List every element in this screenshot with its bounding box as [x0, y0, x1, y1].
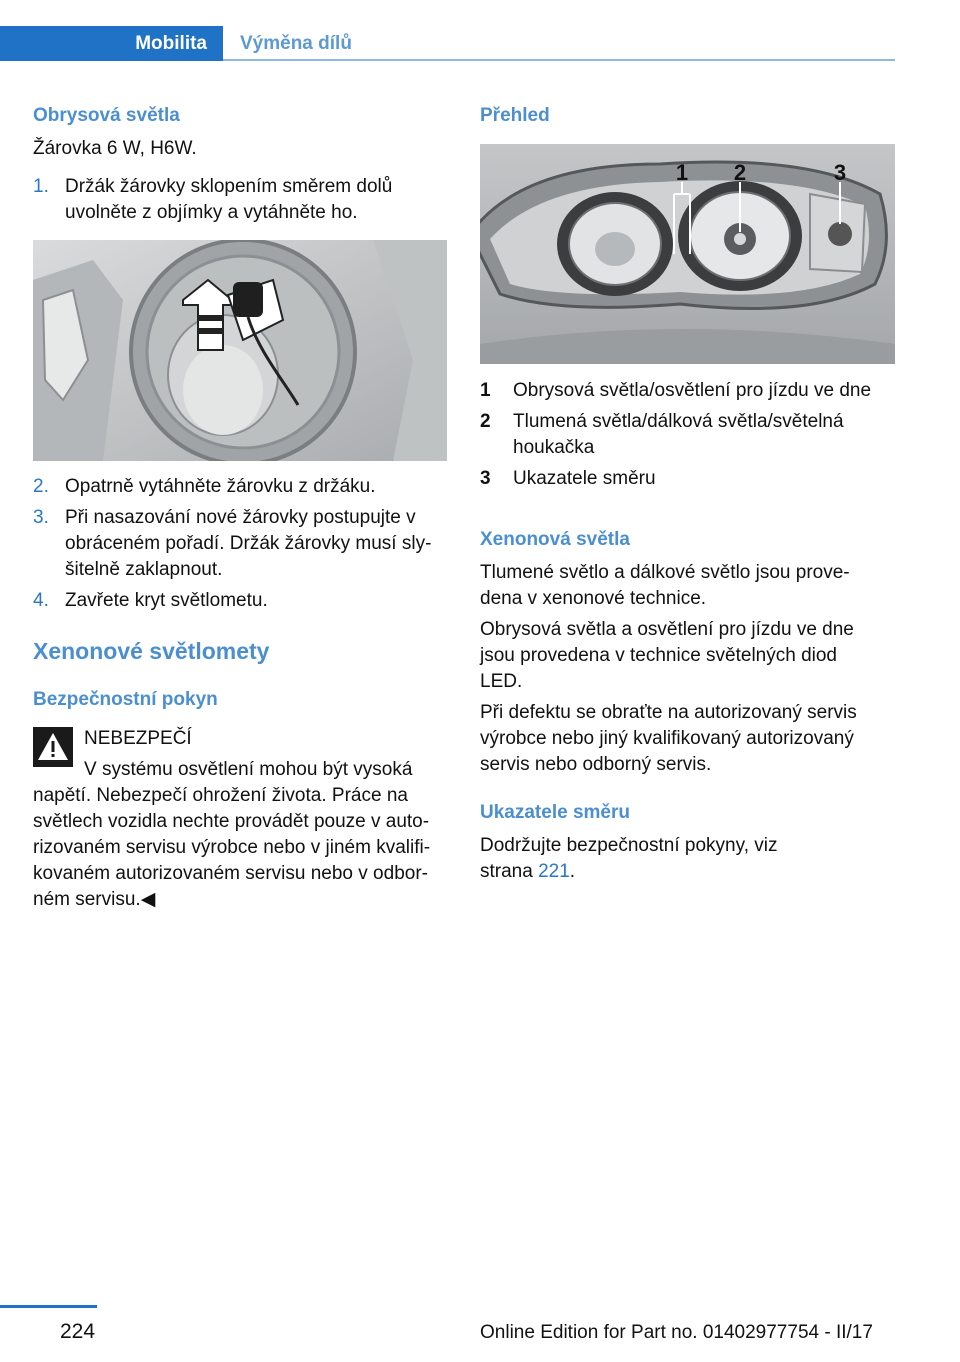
step-text: Opatrně vytáhněte žárovku z držáku.	[65, 476, 376, 497]
warning-text: rizovaném servisu výrobce nebo v jiném kvalifi‐	[33, 837, 431, 858]
page-link[interactable]: 221	[538, 861, 570, 882]
body-text: výrobce nebo jiný kvalifikovaný autorizovaný	[480, 728, 854, 749]
body-text: jsou provedena v technice světelných diod	[480, 645, 838, 666]
heading-xenonova-svetla: Xenonová světla	[480, 529, 630, 550]
headlight-photo	[480, 144, 895, 364]
tab-vymena-dilu[interactable]: Výměna dílů	[240, 32, 352, 54]
step-text: Zavřete kryt světlometu.	[65, 590, 268, 611]
heading-prehled: Přehled	[480, 105, 550, 126]
legend-text: houkačka	[513, 437, 595, 458]
warning-text: napětí. Nebezpečí ohrožení života. Práce na	[33, 785, 408, 806]
ref-prefix: strana	[480, 861, 539, 882]
step-number: 1.	[33, 176, 49, 197]
warning-icon	[33, 727, 73, 767]
body-text: dena v xenonové technice.	[480, 588, 707, 609]
bulb-holder-illustration	[33, 240, 447, 461]
callout-1: 1	[675, 160, 689, 185]
warning-text: kovaném autorizovaném servisu nebo v odbor‐	[33, 863, 428, 884]
step-text: Držák žárovky sklopením směrem dolů	[65, 176, 393, 197]
edition-footer: Online Edition for Part no. 01402977754 - II/17	[480, 1322, 873, 1343]
step-text: uvolněte z objímky a vytáhněte ho.	[65, 202, 358, 223]
step-text: obráceném pořadí. Držák žárovky musí sly‐	[65, 533, 432, 554]
page-number: 224	[60, 1320, 96, 1343]
legend-number: 2	[480, 411, 491, 432]
body-text: servis nebo odborný servis.	[480, 754, 712, 775]
body-text: Při defektu se obraťte na autorizovaný servis	[480, 702, 857, 723]
step-text: Při nasazování nové žárovky postupujte v	[65, 507, 416, 528]
heading-obrysova-svetla: Obrysová světla	[33, 105, 180, 126]
bulb-holder-photo	[33, 240, 447, 461]
header-tabs	[0, 26, 895, 62]
legend-number: 3	[480, 468, 491, 489]
legend-text: Tlumená světla/dálková světla/světelná	[513, 411, 844, 432]
legend-number: 1	[480, 380, 491, 401]
body-text: Obrysová světla a osvětlení pro jízdu ve dne	[480, 619, 854, 640]
warning-title: NEBEZPEČÍ	[84, 728, 192, 749]
header-rule	[223, 59, 895, 61]
step-number: 4.	[33, 590, 49, 611]
ref-suffix: .	[569, 861, 576, 882]
step-text: šitelně zaklapnout.	[65, 559, 223, 580]
callout-3: 3	[833, 160, 847, 185]
heading-ukazatele-smeru: Ukazatele směru	[480, 802, 630, 823]
warning-text: světlech vozidla nechte provádět pouze v auto‐	[33, 811, 430, 832]
bulb-spec: Žárovka 6 W, H6W.	[33, 138, 197, 159]
step-number: 3.	[33, 507, 49, 528]
body-text: Tlumené světlo a dálkové světlo jsou prove‐	[480, 562, 850, 583]
headlight-illustration	[480, 144, 895, 364]
footer-rule	[0, 1305, 97, 1308]
warning-text: V systému osvětlení mohou být vysoká	[84, 759, 413, 780]
warning-text: ném servisu.◀	[33, 889, 156, 910]
heading-xenonove-svetlomety: Xenonové světlomety	[33, 638, 270, 664]
heading-bezpecnostni-pokyn: Bezpečnostní pokyn	[33, 689, 218, 710]
body-text: Dodržujte bezpečnostní pokyny, viz	[480, 835, 778, 856]
body-text	[480, 859, 575, 885]
legend-text: Obrysová světla/osvětlení pro jízdu ve dne	[513, 380, 872, 401]
body-text: LED.	[480, 671, 523, 692]
tab-mobilita[interactable]: Mobilita	[0, 26, 223, 61]
legend-text: Ukazatele směru	[513, 468, 656, 489]
step-number: 2.	[33, 476, 49, 497]
callout-2: 2	[733, 160, 747, 185]
